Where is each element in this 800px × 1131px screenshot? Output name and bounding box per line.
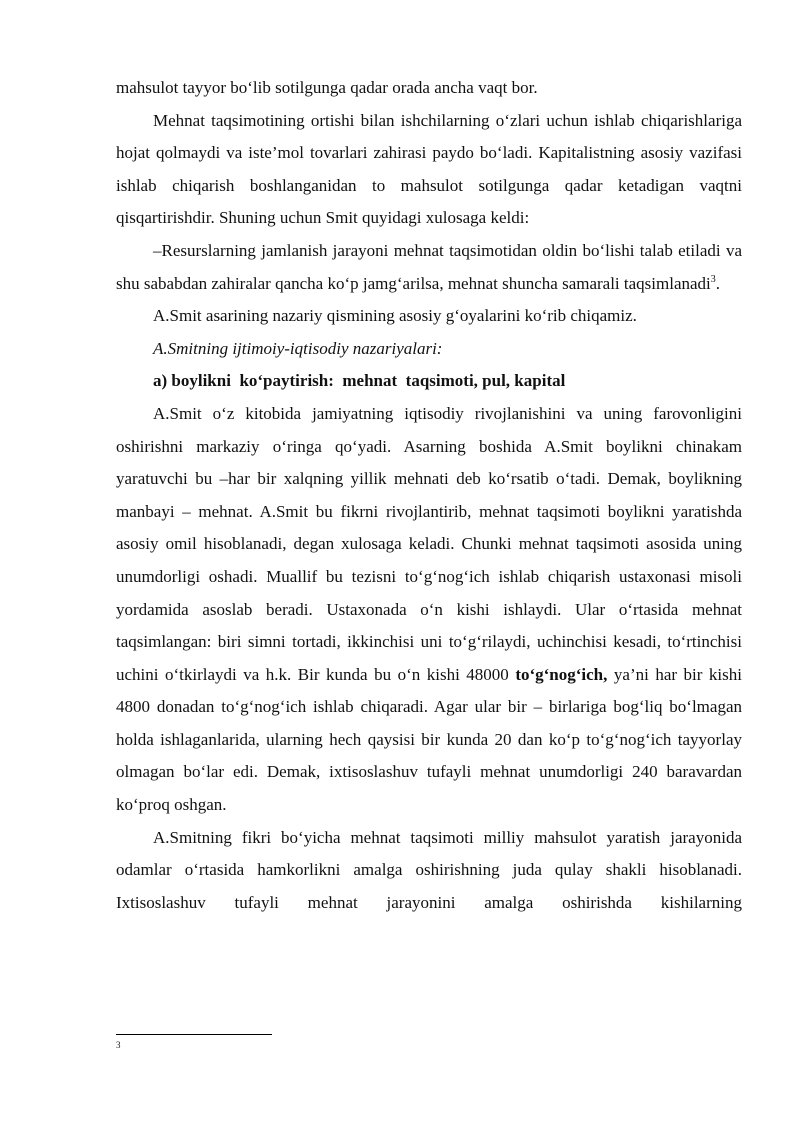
paragraph-3 (116, 235, 742, 300)
footnote-marker: 3 (116, 1040, 121, 1050)
paragraph-3-end: . (715, 273, 721, 293)
paragraph-7-bold: to‘g‘nog‘ich, (515, 664, 608, 684)
paragraph-1: mahsulot tayyor bo‘lib sotilgunga qadar orada ancha vaqt bor. (116, 78, 538, 97)
footnote (116, 1040, 121, 1050)
paragraph-7-part-b: ya’ni har bir kishi 4800 donadan to‘g‘nog‘ich ishlab chiqaradi. Agar ular bir – birlariga bog‘liq bo‘lmagan holda ishlaganlarida, ularning hech qaysisi bir kunda 20 dan ko‘p to‘g‘nog‘ich tayyorlay olmagan bo‘lar edi. Demak, ixtisoslashuv tufayli mehnat unumdorligi 240 baravardan ko‘proq oshgan. (116, 664, 742, 815)
footnote-divider (116, 1034, 272, 1035)
paragraph-7 (116, 398, 742, 822)
paragraph-7-part-a: A.Smit o‘z kitobida jamiyatning iqtisodiy rivojlanishini va uning farovonligini oshirishni markaziy o‘ringa qo‘yadi. Asarning boshida A.Smit boylikni chinakam yaratuvchi bu –har bir xalqning yillik mehnati deb ko‘rsatib o‘tadi. Demak, boylikning manbayi – mehnat. A.Smit bu fikrni rivojlantirib, mehnat taqsimoti boylikni yaratishda asosiy omil hisoblanadi, degan xulosaga keladi. Chunki mehnat taqsimoti asosida uning unumdorligi oshadi. Muallif bu tezisni to‘g‘nog‘ich ishlab chiqarish ustaxonasi misoli yordamida asoslab beradi. Ustaxonada o‘n kishi ishlaydi. Ular o‘rtasida mehnat taqsimlangan: biri simni tortadi, ikkinchisi uni to‘g‘rilaydi, uchinchisi kesadi, to‘rtinchisi uchini o‘tkirlaydi va h.k. Bir kunda bu o‘n kishi 48000 (116, 403, 742, 684)
footnote-reference[interactable]: 3 (710, 273, 716, 285)
paragraph-8: A.Smitning fikri bo‘yicha mehnat taqsimoti milliy mahsulot yaratish jarayonida odamlar o‘rtasida hamkorlikni amalga oshirishning juda qulay shakli hisoblanadi. Ixtisoslashuv tufayli mehnat jarayonini amalga oshirishda kishilarning (116, 827, 742, 912)
paragraph-2: Mehnat taqsimotining ortishi bilan ishchilarning o‘zlari uchun ishlab chiqarishlariga hojat qolmaydi va iste’mol tovarlari zahirasi paydo bo‘ladi. Kapitalistning asosiy vazifasi ishlab chiqarish boshlanganidan to mahsulot sotilgunga qadar ketadigan vaqtni qisqartirishdir. Shuning uchun Smit quyidagi xulosaga keldi: (116, 110, 742, 228)
section-heading: A.Smitning ijtimoiy-iqtisodiy nazariyalari: (153, 338, 443, 358)
subsection-heading: a) boylikni ko‘paytirish: mehnat taqsimoti, pul, kapital (153, 371, 566, 391)
paragraph-4: A.Smit asarining nazariy qismining asosiy g‘oyalarini ko‘rib chiqamiz. (153, 306, 637, 326)
paragraph-3-text: –Resurslarning jamlanish jarayoni mehnat taqsimotidan oldin bo‘lishi talab etiladi va shu sababdan zahiralar qancha ko‘p jamg‘arilsa, mehnat shuncha samarali taqsimlanadi (116, 240, 742, 293)
body-text (116, 72, 742, 919)
